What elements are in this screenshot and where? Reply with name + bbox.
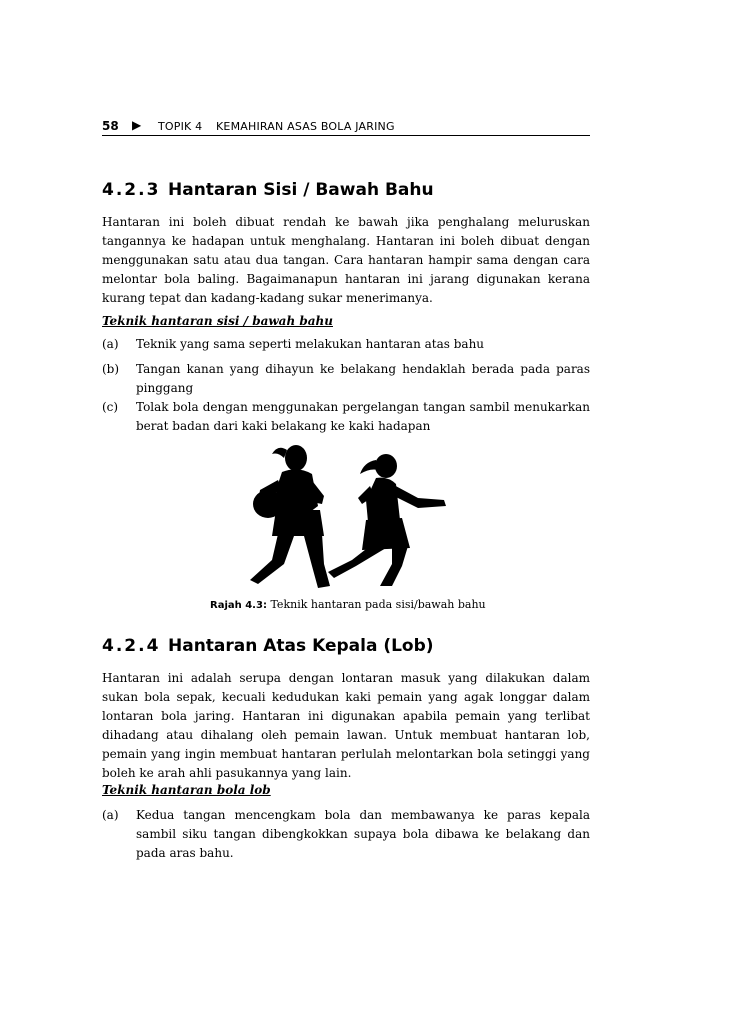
section-paragraph: Hantaran ini adalah serupa dengan lontaran masuk yang dilakukan dalam sukan bola sepak, kecuali kedudukan kaki pemain yang agak longgar dalam lontaran bola jaring. Hantaran ini digunakan apabila pemain yang terlibat dihadang atau dihalang oleh pemain lawan. Untuk membuat hantaran lob, pemain yang ingin membuat hantaran perlulah melontarkan bola setinggi yang boleh ke arah ahli pasukannya yang lain. [102,671,590,780]
list-item-text: Kedua tangan mencengkam bola dan membawanya ke paras kepala sambil siku tangan dibengkokkan supaya bola dibawa ke belakang dan pada aras bahu. [136,808,590,860]
page-number: 58 [102,119,119,133]
list-item-text: Tangan kanan yang dihayun ke belakang hendaklah berada pada paras pinggang [136,362,590,395]
section-number: 4.2.4 [102,636,161,656]
header-title: KEMAHIRAN ASAS BOLA JARING [216,120,395,133]
section-number: 4.2.3 [102,180,161,200]
figure-caption [210,598,486,611]
arrow-icon: ▶ [132,118,142,132]
player-right-silhouette [328,454,446,586]
figure-caption-text: Teknik hantaran pada sisi/bawah bahu [270,598,486,611]
list-item-text: Teknik yang sama seperti melakukan hantaran atas bahu [136,337,485,351]
list-item-label: (b) [102,362,120,376]
running-header [102,117,590,136]
players-silhouette-image [238,440,454,590]
section-heading-4-2-3 [102,180,434,200]
list-item-text: Tolak bola dengan menggunakan pergelangan tangan sambil menukarkan berat badan dari kaki belakang ke kaki hadapan [136,400,590,433]
section-title: Hantaran Atas Kepala (Lob) [168,636,434,656]
list-item-label: (a) [102,337,119,351]
section-paragraph: Hantaran ini boleh dibuat rendah ke bawah jika penghalang meluruskan tangannya ke hadapan untuk menghalang. Hantaran ini boleh dibuat dengan menggunakan satu atau dua tangan. Cara hantaran hampir sama dengan cara melontar bola baling. Bagaimanapun hantaran ini jarang digunakan kerana kurang tepat dan kadang-kadang sukar menerimanya. [102,215,590,305]
figure-caption-label: Rajah 4.3: [210,600,267,611]
list-item-label: (c) [102,400,119,414]
netball-players-illustration [238,440,454,590]
technique-subheading: Teknik hantaran sisi / bawah bahu [102,314,333,328]
header-topic: TOPIK 4 [158,120,203,133]
list-item-label: (a) [102,808,119,822]
player-left-silhouette [250,445,330,588]
technique-subheading: Teknik hantaran bola lob [102,783,271,797]
section-heading-4-2-4 [102,636,434,656]
section-title: Hantaran Sisi / Bawah Bahu [168,180,434,200]
